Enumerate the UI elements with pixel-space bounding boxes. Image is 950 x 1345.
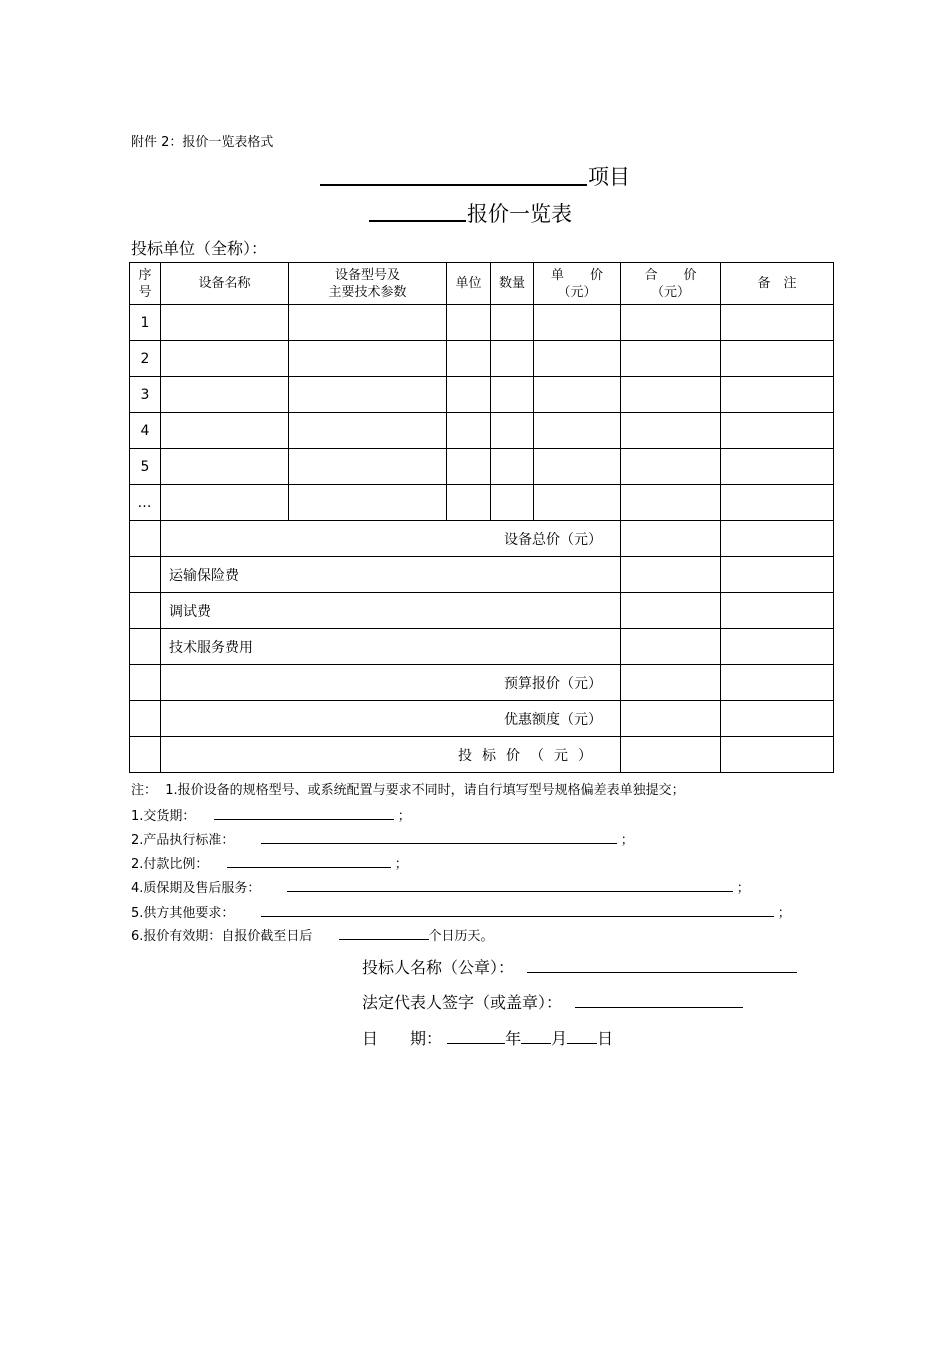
cell-total-price[interactable] xyxy=(621,341,721,377)
summary-row-bid-price xyxy=(130,737,834,773)
cell-total-price[interactable] xyxy=(621,305,721,341)
summary-row-budget-quote xyxy=(130,665,834,701)
bidder-name-line: 投标人名称（公章）： xyxy=(362,955,797,978)
cell-remark[interactable] xyxy=(721,341,834,377)
budget-quote-remark[interactable] xyxy=(721,665,834,701)
budget-quote-label: 预算报价（元） xyxy=(161,665,621,701)
cell-total-price[interactable] xyxy=(621,377,721,413)
cell-name[interactable] xyxy=(161,341,289,377)
standard-line: 2.产品执行标准： ； xyxy=(131,829,634,848)
date-line: 日 期： 年 月 日 xyxy=(362,1029,614,1048)
cell-qty[interactable] xyxy=(491,485,534,521)
delivery-line: 1.交货期： ； xyxy=(131,805,411,824)
bidder-unit-label: 投标单位（全称）： xyxy=(131,239,268,258)
cell-unit-price[interactable] xyxy=(534,449,621,485)
cell-model[interactable] xyxy=(289,377,447,413)
equipment-total-label: 设备总价（元） xyxy=(161,521,621,557)
other-line: 5.供方其他要求： ； xyxy=(131,902,791,921)
day-blank[interactable] xyxy=(567,1029,597,1044)
row-number: … xyxy=(130,485,161,521)
tech-service-label: 技术服务费用 xyxy=(161,629,621,665)
cell-model[interactable] xyxy=(289,413,447,449)
note-1: 注： 1.报价设备的规格型号、或系统配置与要求不同时，请自行填写型号规格偏差表单独提交； xyxy=(131,783,685,798)
cell-unit[interactable] xyxy=(447,449,491,485)
legal-rep-blank[interactable] xyxy=(575,993,743,1008)
header-unit-price: 单 价 （元） xyxy=(534,263,621,305)
delivery-blank[interactable] xyxy=(214,805,394,820)
bid-price-remark[interactable] xyxy=(721,737,834,773)
summary-row-tech-service xyxy=(130,629,834,665)
month-blank[interactable] xyxy=(521,1029,551,1044)
cell-unit[interactable] xyxy=(447,377,491,413)
cell-name[interactable] xyxy=(161,377,289,413)
cell-unit-price[interactable] xyxy=(534,377,621,413)
cell-name[interactable] xyxy=(161,449,289,485)
cell-remark[interactable] xyxy=(721,305,834,341)
commissioning-remark[interactable] xyxy=(721,593,834,629)
cell-model[interactable] xyxy=(289,449,447,485)
cell-remark[interactable] xyxy=(721,413,834,449)
cell-qty[interactable] xyxy=(491,449,534,485)
cell-qty[interactable] xyxy=(491,413,534,449)
cell-name[interactable] xyxy=(161,305,289,341)
header-row xyxy=(130,263,834,305)
row-number: 5 xyxy=(130,449,161,485)
commissioning-value[interactable] xyxy=(621,593,721,629)
other-blank[interactable] xyxy=(261,902,774,917)
tech-service-remark[interactable] xyxy=(721,629,834,665)
cell-model[interactable] xyxy=(289,485,447,521)
cell-unit[interactable] xyxy=(447,341,491,377)
cell-unit-price[interactable] xyxy=(534,341,621,377)
cell-unit[interactable] xyxy=(447,485,491,521)
standard-blank[interactable] xyxy=(261,829,617,844)
header-unit: 单位 xyxy=(447,263,491,305)
cell-qty[interactable] xyxy=(491,305,534,341)
cell-name[interactable] xyxy=(161,485,289,521)
cell-unit[interactable] xyxy=(447,413,491,449)
project-name-blank xyxy=(320,184,587,186)
cell-qty[interactable] xyxy=(491,341,534,377)
header-total-price: 合 价 （元） xyxy=(621,263,721,305)
row-number: 3 xyxy=(130,377,161,413)
payment-blank[interactable] xyxy=(227,853,391,868)
warranty-line: 4.质保期及售后服务： ； xyxy=(131,877,750,896)
cell-total-price[interactable] xyxy=(621,413,721,449)
discount-label: 优惠额度（元） xyxy=(161,701,621,737)
title-table-suffix: 报价一览表 xyxy=(467,202,572,226)
row-number: 2 xyxy=(130,341,161,377)
cell-name[interactable] xyxy=(161,413,289,449)
table-row xyxy=(130,449,834,485)
header-qty: 数量 xyxy=(491,263,534,305)
header-model: 设备型号及 主要技术参数 xyxy=(289,263,447,305)
summary-row-transport-insurance xyxy=(130,557,834,593)
discount-value[interactable] xyxy=(621,701,721,737)
header-name: 设备名称 xyxy=(161,263,289,305)
budget-quote-value[interactable] xyxy=(621,665,721,701)
validity-line: 6.报价有效期：自报价截至日后 个日历天。 xyxy=(131,925,494,944)
commissioning-label: 调试费 xyxy=(161,593,621,629)
title-project-suffix: 项目 xyxy=(588,165,630,189)
equipment-total-remark[interactable] xyxy=(721,521,834,557)
equipment-total-value[interactable] xyxy=(621,521,721,557)
cell-model[interactable] xyxy=(289,305,447,341)
summary-row-commissioning xyxy=(130,593,834,629)
cell-remark[interactable] xyxy=(721,449,834,485)
cell-unit-price[interactable] xyxy=(534,485,621,521)
cell-qty[interactable] xyxy=(491,377,534,413)
cell-total-price[interactable] xyxy=(621,449,721,485)
cell-unit[interactable] xyxy=(447,305,491,341)
validity-blank[interactable] xyxy=(339,925,429,940)
row-number: 1 xyxy=(130,305,161,341)
payment-line: 2.付款比例： ； xyxy=(131,853,408,872)
table-row xyxy=(130,377,834,413)
quote-table xyxy=(129,262,834,773)
warranty-blank[interactable] xyxy=(287,877,733,892)
cell-model[interactable] xyxy=(289,341,447,377)
transport-insurance-label: 运输保险费 xyxy=(161,557,621,593)
cell-remark[interactable] xyxy=(721,485,834,521)
bidder-name-blank[interactable] xyxy=(527,958,797,973)
row-number: 4 xyxy=(130,413,161,449)
tech-service-value[interactable] xyxy=(621,629,721,665)
discount-remark[interactable] xyxy=(721,701,834,737)
legal-rep-line: 法定代表人签字（或盖章）： xyxy=(362,990,743,1013)
cell-unit-price[interactable] xyxy=(534,305,621,341)
year-blank[interactable] xyxy=(447,1029,505,1044)
header-seq: 序 号 xyxy=(130,263,161,305)
summary-row-discount xyxy=(130,701,834,737)
transport-insurance-remark[interactable] xyxy=(721,557,834,593)
cell-unit-price[interactable] xyxy=(534,413,621,449)
header-remark: 备 注 xyxy=(721,263,834,305)
bid-price-value[interactable] xyxy=(621,737,721,773)
cell-total-price[interactable] xyxy=(621,485,721,521)
summary-row-equipment-total xyxy=(130,521,834,557)
annex-label: 附件 2：报价一览表格式 xyxy=(131,135,274,150)
bid-price-label: 投标价（元） xyxy=(161,737,621,773)
cell-remark[interactable] xyxy=(721,377,834,413)
table-row xyxy=(130,341,834,377)
table-row xyxy=(130,413,834,449)
table-row xyxy=(130,485,834,521)
table-row xyxy=(130,305,834,341)
transport-insurance-value[interactable] xyxy=(621,557,721,593)
title-blank xyxy=(369,220,466,222)
